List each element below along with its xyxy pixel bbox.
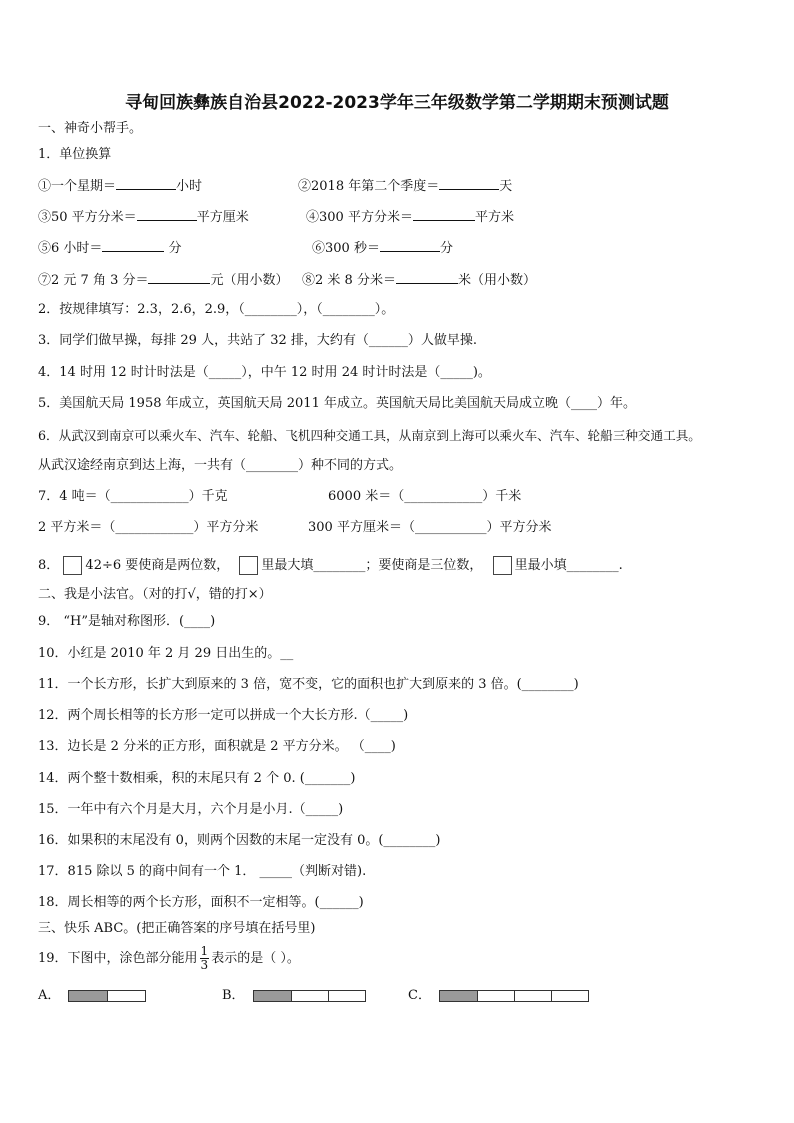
- question-10: 10．小红是 2010 年 2 月 29 日出生的。__: [38, 646, 294, 661]
- question-9: 9． “H”是轴对称图形．(____): [38, 614, 216, 629]
- question-1f: ⑥300 秒＝ 分: [312, 238, 453, 258]
- shaded-part: [69, 991, 107, 1001]
- question-6-line-2: 从武汉途经南京到达上海，一共有（________）种不同的方式。: [38, 458, 403, 473]
- question-1-heading: 1．单位换算: [38, 147, 112, 162]
- question-2: 2．按规律填写：2.3，2.6，2.9，（________），（________）。: [38, 302, 395, 317]
- question-12: 12．两个周长相等的长方形一定可以拼成一个大长方形.（_____): [38, 708, 409, 723]
- page-title: 寻甸回族彝族自治县2022-2023学年三年级数学第二学期期末预测试题: [125, 93, 669, 113]
- question-1b: ②2018 年第二个季度＝ 天: [298, 176, 512, 196]
- question-11: 11．一个长方形，长扩大到原来的 3 倍，宽不变，它的面积也扩大到原来的 3 倍。(________): [38, 677, 579, 692]
- question-13: 13．边长是 2 分米的正方形，面积就是 2 平方分米。 （____): [38, 739, 396, 754]
- answer-blank[interactable]: [413, 207, 475, 221]
- answer-blank[interactable]: [137, 207, 197, 221]
- fraction-bar-b: [253, 990, 366, 1002]
- question-8: 8． 42÷6 要使商是两位数， 里最大填________；要使商是三位数， 里最小填________.: [38, 558, 623, 573]
- question-3: 3．同学们做早操，每排 29 人，共站了 32 排，大约有（______）人做早操.: [38, 333, 478, 348]
- bar-divider: [328, 991, 329, 1001]
- answer-blank[interactable]: [380, 238, 440, 252]
- bar-divider: [551, 991, 552, 1001]
- question-1g: ⑦2 元 7 角 3 分＝ 元（用小数）: [38, 270, 289, 290]
- answer-blank[interactable]: [396, 270, 458, 284]
- digit-box[interactable]: [239, 556, 258, 575]
- digit-box[interactable]: [493, 556, 512, 575]
- question-5: 5．美国航天局 1958 年成立，英国航天局 2011 年成立。英国航天局比美国航天局成立晚（____）年。: [38, 396, 636, 411]
- question-17: 17．815 除以 5 的商中间有一个 1． _____（判断对错).: [38, 864, 367, 879]
- shaded-part: [440, 991, 477, 1001]
- question-16: 16．如果积的末尾没有 0，则两个因数的末尾一定没有 0。(________): [38, 833, 441, 848]
- answer-blank[interactable]: [102, 238, 164, 252]
- question-1e: ⑤6 小时＝ 分: [38, 238, 182, 258]
- question-4: 4．14 时用 12 时计时法是（_____），中午 12 时用 24 时计时法是（_____)。: [38, 365, 491, 380]
- bar-divider: [514, 991, 515, 1001]
- question-1d: ④300 平方分米＝ 平方米: [306, 207, 514, 227]
- question-7a: 7．4 吨＝（____________）千克: [38, 489, 228, 504]
- question-14: 14．两个整十数相乘，积的末尾只有 2 个 0. (_______): [38, 771, 356, 786]
- fraction-bar-c: [439, 990, 589, 1002]
- fraction-bar-a: [68, 990, 146, 1002]
- section-heading-1: 一、神奇小帮手。: [38, 121, 143, 136]
- section-heading-3: 三、快乐 ABC。(把正确答案的序号填在括号里): [38, 921, 316, 936]
- question-1c: ③50 平方分米＝ 平方厘米: [38, 207, 249, 227]
- question-1a: ①一个星期＝ 小时: [38, 176, 202, 196]
- question-18: 18．周长相等的两个长方形，面积不一定相等。(______): [38, 895, 364, 910]
- bar-divider: [291, 991, 292, 1001]
- answer-blank[interactable]: [148, 270, 210, 284]
- digit-box[interactable]: [63, 556, 82, 575]
- section-heading-2: 二、我是小法官。（对的打√，错的打×）: [38, 587, 272, 602]
- answer-blank[interactable]: [439, 176, 499, 190]
- option-c[interactable]: C．: [408, 987, 589, 1005]
- fraction: $\frac{1}{3}$: [200, 944, 209, 972]
- question-7d: 300 平方厘米＝（___________）平方分米: [308, 520, 552, 535]
- shaded-part: [254, 991, 291, 1001]
- option-a[interactable]: A．: [38, 987, 146, 1005]
- question-19: 19．下图中，涂色部分能用 $\frac{1}{3}$ 表示的是（ ）。: [38, 944, 300, 972]
- option-b[interactable]: B．: [222, 987, 366, 1005]
- question-7b: 6000 米＝（____________）千米: [328, 489, 522, 504]
- question-15: 15．一年中有六个月是大月，六个月是小月.（_____): [38, 802, 344, 817]
- answer-blank[interactable]: [116, 176, 176, 190]
- question-1h: ⑧2 米 8 分米＝ 米（用小数）: [302, 270, 536, 290]
- bar-divider: [477, 991, 478, 1001]
- question-6-line-1: 6．从武汉到南京可以乘火车、汽车、轮船、飞机四种交通工具，从南京到上海可以乘火车、汽车、轮船三种交通工具。: [38, 428, 701, 443]
- question-7c: 2 平方米＝（____________）平方分米: [38, 520, 259, 535]
- bar-divider: [107, 991, 108, 1001]
